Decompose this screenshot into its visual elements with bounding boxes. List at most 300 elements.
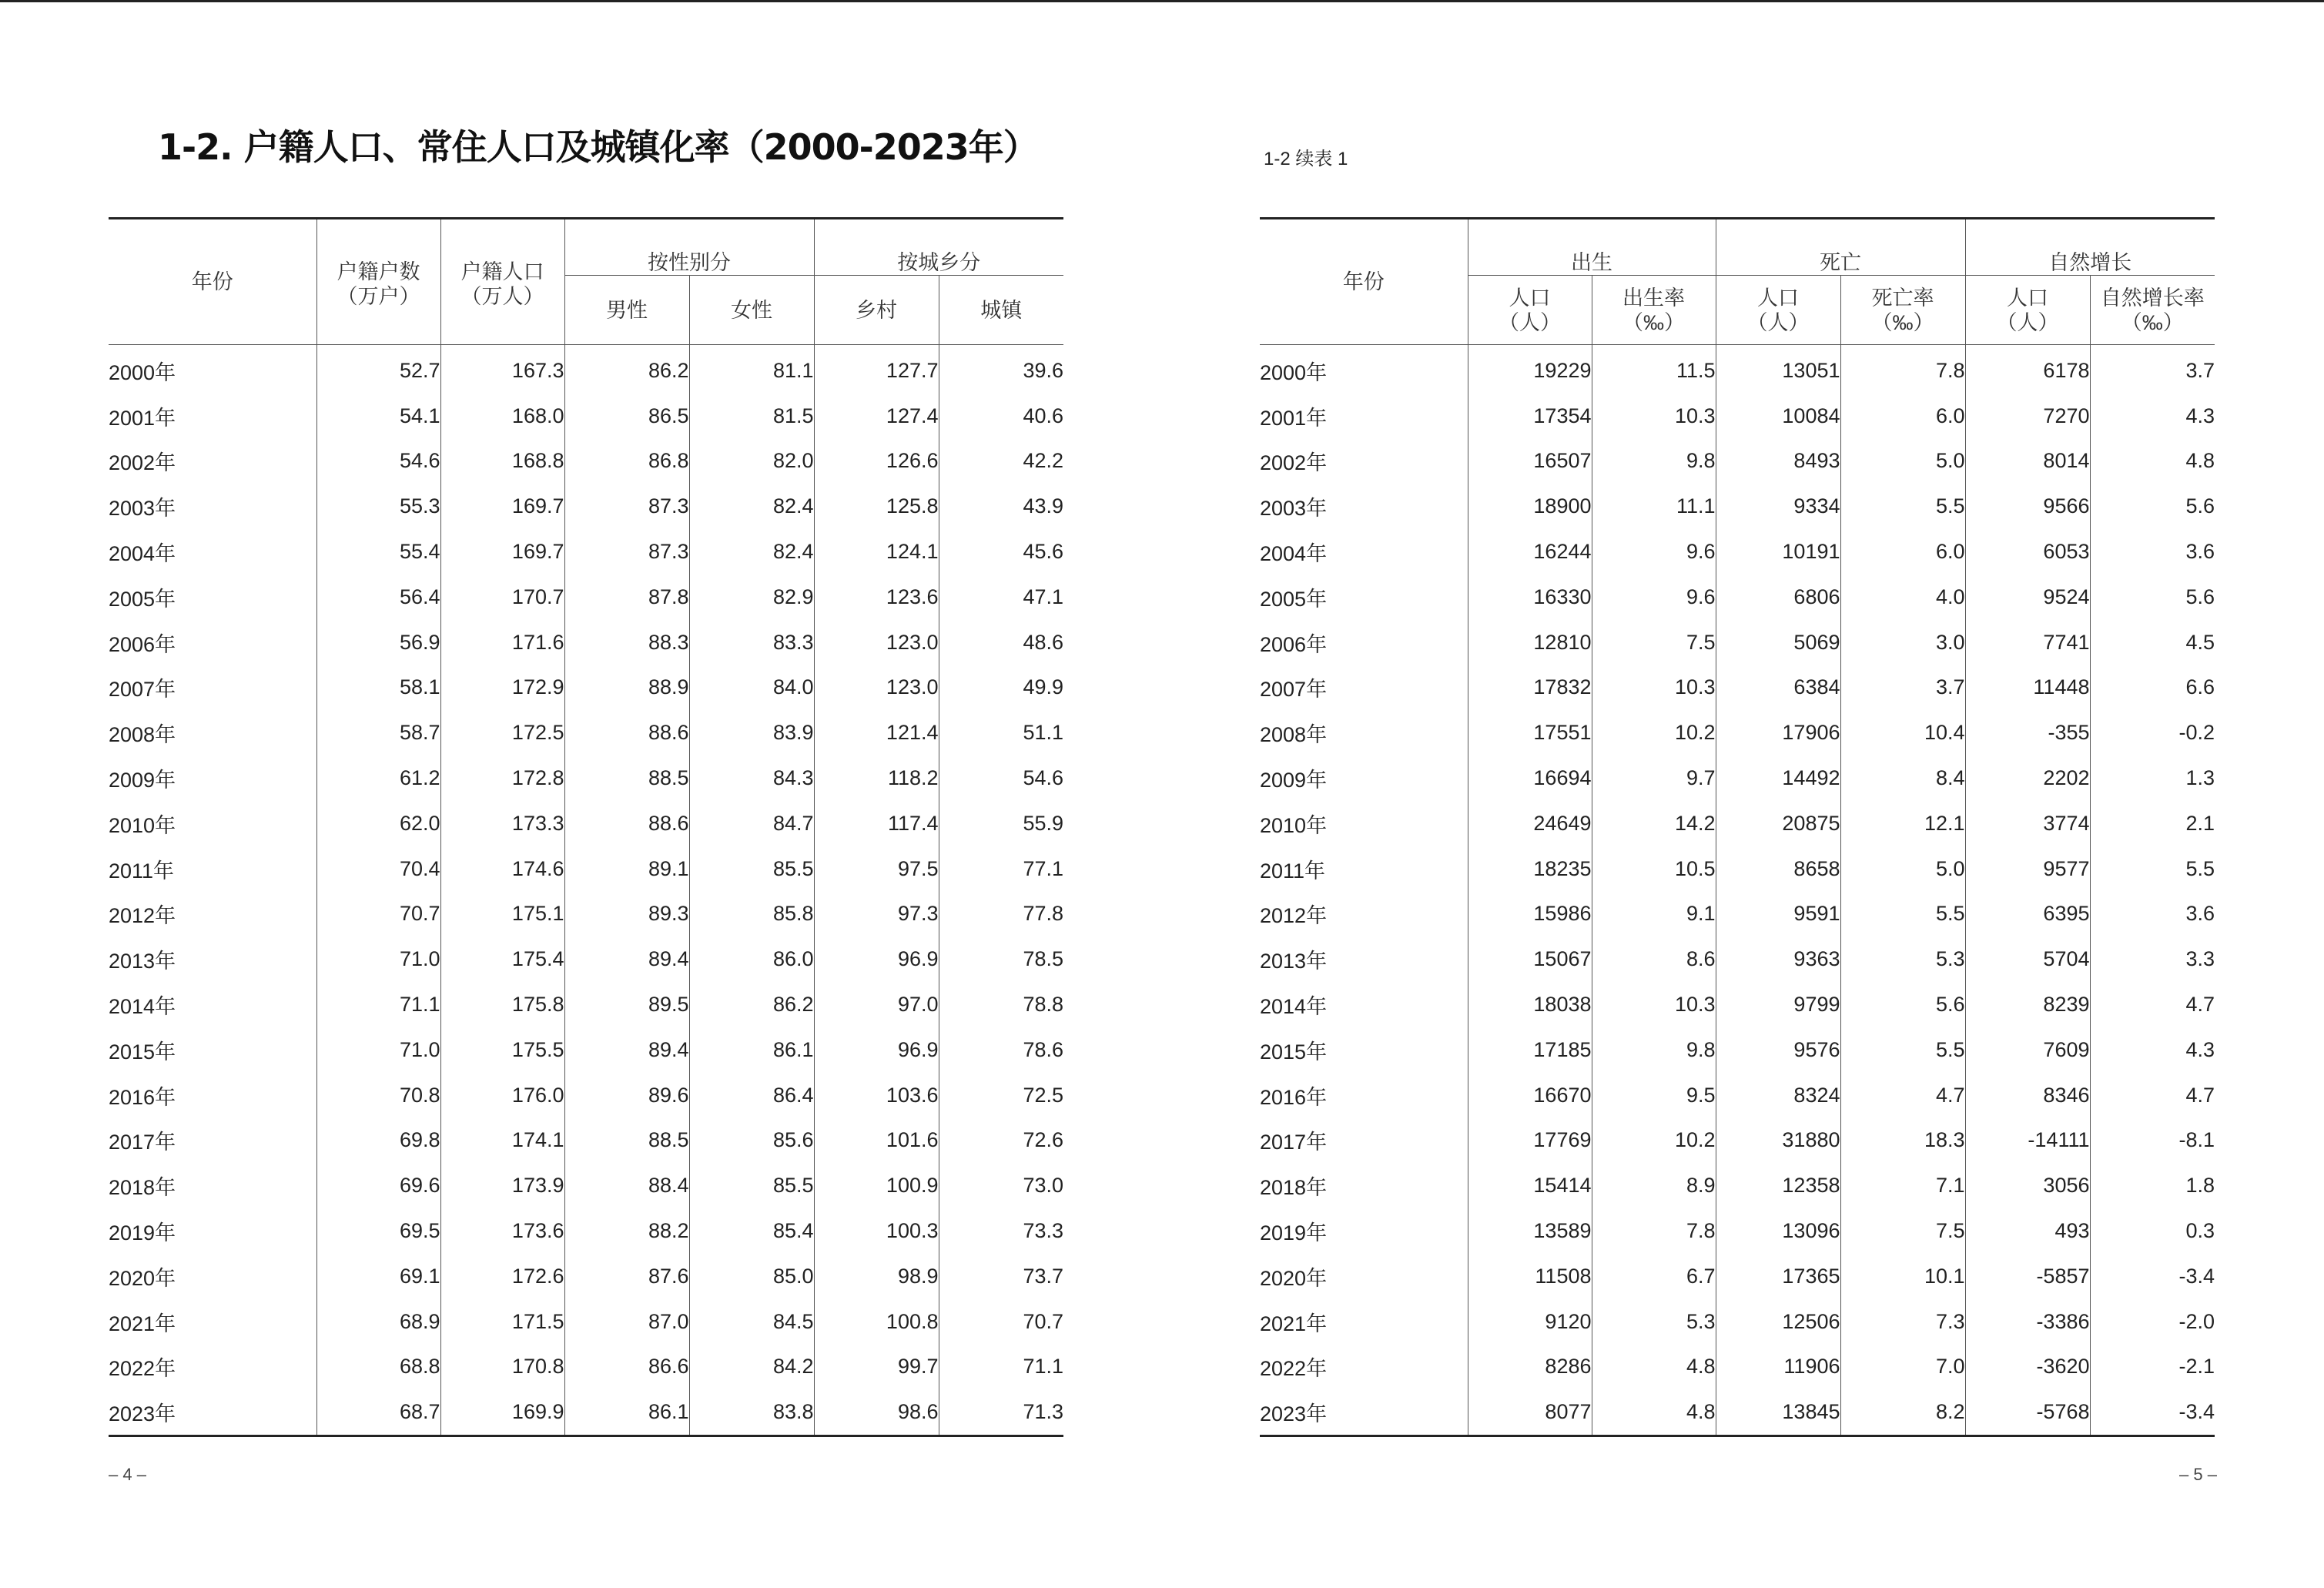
row-year: 2000年 [1260, 360, 1328, 384]
table-cell: 96.9 [814, 1027, 939, 1073]
table-cell: 100.9 [814, 1163, 939, 1208]
row-year: 2010年 [109, 813, 176, 837]
table-row [109, 439, 1063, 484]
table-cell: 97.5 [814, 846, 939, 892]
header-natural-growth: 自然增长 [1965, 219, 2215, 276]
table-cell: 4.7 [2090, 1073, 2215, 1118]
table-row [109, 936, 1063, 982]
table-cell: 5.5 [1840, 484, 1965, 529]
table-cell: 86.4 [689, 1073, 814, 1118]
table-cell: 9591 [1716, 892, 1840, 937]
table-cell: 72.6 [939, 1118, 1063, 1164]
table-cell: 5.6 [1840, 982, 1965, 1027]
table-cell: -3.4 [2090, 1389, 2215, 1436]
row-year: 2007年 [1260, 678, 1328, 702]
table-cell: 18.3 [1840, 1118, 1965, 1164]
table-row [1260, 1345, 2215, 1390]
table-cell: 2.1 [2090, 801, 2215, 846]
table-cell: 73.0 [939, 1163, 1063, 1208]
table-cell: 77.8 [939, 892, 1063, 937]
table-cell: 174.6 [440, 846, 564, 892]
table-cell: 86.1 [689, 1027, 814, 1073]
header-growth-rate: 自然增长率 （‰） [2090, 276, 2215, 345]
table-row [1260, 1389, 2215, 1436]
header-urban: 城镇 [939, 276, 1063, 345]
table-row [1260, 936, 2215, 982]
header-population: 户籍人口 （万人） [440, 219, 564, 345]
table-cell: 56.4 [316, 575, 440, 620]
row-year: 2006年 [109, 632, 176, 656]
row-year: 2007年 [109, 678, 176, 702]
table-row [1260, 1027, 2215, 1073]
table-cell: 16244 [1468, 529, 1592, 575]
table-row [1260, 846, 2215, 892]
header-male: 男性 [564, 276, 689, 345]
row-year: 2011年 [109, 859, 175, 883]
table-cell: 173.9 [440, 1163, 564, 1208]
table-cell: 7.5 [1592, 620, 1716, 665]
table-cell: 18900 [1468, 484, 1592, 529]
table-cell: 72.5 [939, 1073, 1063, 1118]
table-cell: 9.1 [1592, 892, 1716, 937]
row-year: 2022年 [1260, 1357, 1328, 1381]
page-number-right: – 5 – [2179, 1465, 2217, 1484]
table-row [109, 484, 1063, 529]
row-year: 2011年 [1260, 859, 1326, 883]
table-cell: 3.3 [2090, 936, 2215, 982]
table-cell: 87.6 [564, 1254, 689, 1299]
table-row [109, 1118, 1063, 1164]
table-cell: 11.5 [1592, 345, 1716, 394]
table-cell: 5.5 [1840, 892, 1965, 937]
row-year: 2005年 [1260, 587, 1328, 611]
row-year: 2019年 [109, 1221, 176, 1245]
table-cell: 0.3 [2090, 1208, 2215, 1254]
table-cell: 9.7 [1592, 755, 1716, 801]
table-cell: 3774 [1965, 801, 2090, 846]
table-cell: 6395 [1965, 892, 2090, 937]
table-cell: 8077 [1468, 1389, 1592, 1436]
table-cell: 5.0 [1840, 846, 1965, 892]
table-cell: 9524 [1965, 575, 2090, 620]
row-year: 2023年 [109, 1402, 176, 1426]
table-cell: 68.7 [316, 1389, 440, 1436]
table-cell: 88.6 [564, 801, 689, 846]
table-cell: 15414 [1468, 1163, 1592, 1208]
header-by-sex: 按性别分 [564, 219, 814, 276]
table-cell: 7.0 [1840, 1345, 1965, 1390]
table-cell: 68.9 [316, 1299, 440, 1345]
table-row [1260, 575, 2215, 620]
table-cell: 12358 [1716, 1163, 1840, 1208]
table-cell: 127.4 [814, 394, 939, 439]
table-cell: 82.4 [689, 484, 814, 529]
table-cell: 81.5 [689, 394, 814, 439]
row-year: 2023年 [1260, 1402, 1328, 1426]
table-cell: 11.1 [1592, 484, 1716, 529]
table-cell: 82.4 [689, 529, 814, 575]
table-cell: 103.6 [814, 1073, 939, 1118]
table-cell: 10.1 [1840, 1254, 1965, 1299]
table-row [109, 575, 1063, 620]
table-cell: 7.1 [1840, 1163, 1965, 1208]
table-cell: 58.1 [316, 665, 440, 711]
table-row [1260, 665, 2215, 711]
table-cell: 16507 [1468, 439, 1592, 484]
header-year: 年份 [109, 219, 316, 345]
table-cell: 17354 [1468, 394, 1592, 439]
row-year: 2021年 [1260, 1312, 1328, 1335]
table-cell: 88.2 [564, 1208, 689, 1254]
table-cell: 175.4 [440, 936, 564, 982]
table-cell: 9.6 [1592, 529, 1716, 575]
table-cell: 101.6 [814, 1118, 939, 1164]
table-cell: -355 [1965, 710, 2090, 755]
table-cell: 51.1 [939, 710, 1063, 755]
table-row [1260, 801, 2215, 846]
continuation-title: 1-2 续表 1 [1264, 149, 1348, 169]
table-row [1260, 710, 2215, 755]
table-cell: 16694 [1468, 755, 1592, 801]
table-cell: 82.9 [689, 575, 814, 620]
row-year: 2016年 [1260, 1085, 1328, 1109]
table-cell: 13845 [1716, 1389, 1840, 1436]
table-cell: 4.8 [1592, 1345, 1716, 1390]
table-cell: -8.1 [2090, 1118, 2215, 1164]
table-cell: 7270 [1965, 394, 2090, 439]
table-cell: 8014 [1965, 439, 2090, 484]
table-row [109, 982, 1063, 1027]
table-cell: 24649 [1468, 801, 1592, 846]
row-year: 2020年 [1260, 1266, 1328, 1290]
table-cell: 97.0 [814, 982, 939, 1027]
table-cell: 20875 [1716, 801, 1840, 846]
table-cell: -14111 [1965, 1118, 2090, 1164]
table-cell: 170.7 [440, 575, 564, 620]
table-cell: 17906 [1716, 710, 1840, 755]
header-death-rate: 死亡率 （‰） [1840, 276, 1965, 345]
table-cell: 3.6 [2090, 529, 2215, 575]
table-cell: 9799 [1716, 982, 1840, 1027]
row-year: 2009年 [109, 769, 176, 792]
table-cell: 17832 [1468, 665, 1592, 711]
table-row [1260, 1118, 2215, 1164]
table-cell: 169.7 [440, 484, 564, 529]
table-cell: 18235 [1468, 846, 1592, 892]
table-cell: -5768 [1965, 1389, 2090, 1436]
table-row [1260, 439, 2215, 484]
table-cell: 87.0 [564, 1299, 689, 1345]
table-cell: -5857 [1965, 1254, 2090, 1299]
table-row [1260, 755, 2215, 801]
row-year: 2014年 [1260, 995, 1328, 1019]
table-cell: -2.1 [2090, 1345, 2215, 1390]
table-cell: 172.8 [440, 755, 564, 801]
table-cell: 68.8 [316, 1345, 440, 1390]
row-year: 2010年 [1260, 813, 1328, 837]
header-birth-count: 人口 （人） [1468, 276, 1592, 345]
table-cell: 169.9 [440, 1389, 564, 1436]
table-cell: 89.4 [564, 936, 689, 982]
row-year: 2002年 [1260, 451, 1328, 475]
row-year: 2017年 [1260, 1131, 1328, 1154]
table-cell: 84.3 [689, 755, 814, 801]
header-death-count: 人口 （人） [1716, 276, 1840, 345]
row-year: 2002年 [109, 451, 176, 475]
table-cell: 175.5 [440, 1027, 564, 1073]
row-year: 2009年 [1260, 769, 1328, 792]
table-cell: 171.5 [440, 1299, 564, 1345]
table-cell: 172.6 [440, 1254, 564, 1299]
table-cell: 9120 [1468, 1299, 1592, 1345]
table-cell: 31880 [1716, 1118, 1840, 1164]
table-row [109, 345, 1063, 394]
table-row [1260, 1299, 2215, 1345]
table-row [109, 846, 1063, 892]
table-row [109, 1389, 1063, 1436]
table-cell: 54.6 [939, 755, 1063, 801]
table-cell: 85.0 [689, 1254, 814, 1299]
row-year: 2000年 [109, 360, 176, 384]
table-cell: 118.2 [814, 755, 939, 801]
table-cell: -2.0 [2090, 1299, 2215, 1345]
table-cell: 6178 [1965, 345, 2090, 394]
table-cell: 123.6 [814, 575, 939, 620]
table-cell: 173.6 [440, 1208, 564, 1254]
table-cell: 13051 [1716, 345, 1840, 394]
table-cell: 6.6 [2090, 665, 2215, 711]
header-female: 女性 [689, 276, 814, 345]
table-cell: 10.4 [1840, 710, 1965, 755]
table-cell: 73.3 [939, 1208, 1063, 1254]
table-cell: 86.2 [689, 982, 814, 1027]
table-cell: 85.6 [689, 1118, 814, 1164]
table-cell: 86.0 [689, 936, 814, 982]
row-year: 2003年 [1260, 497, 1328, 521]
table-row [109, 529, 1063, 575]
table-cell: 85.5 [689, 1163, 814, 1208]
table-cell: 10.3 [1592, 982, 1716, 1027]
table-cell: -3.4 [2090, 1254, 2215, 1299]
table-cell: 5069 [1716, 620, 1840, 665]
table-cell: 45.6 [939, 529, 1063, 575]
table-cell: 17551 [1468, 710, 1592, 755]
table-cell: 9363 [1716, 936, 1840, 982]
table-cell: 170.8 [440, 1345, 564, 1390]
row-year: 2019年 [1260, 1221, 1328, 1245]
table-cell: 13096 [1716, 1208, 1840, 1254]
table-cell: 62.0 [316, 801, 440, 846]
household-population-table [109, 217, 1063, 1437]
table-cell: 10084 [1716, 394, 1840, 439]
table-cell: 86.6 [564, 1345, 689, 1390]
table-cell: 14.2 [1592, 801, 1716, 846]
table-cell: 85.4 [689, 1208, 814, 1254]
row-year: 2012年 [109, 904, 176, 928]
table-cell: 7.3 [1840, 1299, 1965, 1345]
table-cell: 15986 [1468, 892, 1592, 937]
header-deaths: 死亡 [1716, 219, 1965, 276]
table-cell: 8658 [1716, 846, 1840, 892]
table-cell: 3.7 [2090, 345, 2215, 394]
table-cell: 40.6 [939, 394, 1063, 439]
table-cell: 10.5 [1592, 846, 1716, 892]
table-cell: 3.0 [1840, 620, 1965, 665]
table-cell: 9576 [1716, 1027, 1840, 1073]
table-cell: 8239 [1965, 982, 2090, 1027]
header-year: 年份 [1260, 219, 1468, 345]
table-row [109, 620, 1063, 665]
table-cell: 8493 [1716, 439, 1840, 484]
table-cell: 86.2 [564, 345, 689, 394]
table-cell: 176.0 [440, 1073, 564, 1118]
table-cell: 4.7 [1840, 1073, 1965, 1118]
header-births: 出生 [1468, 219, 1716, 276]
table-cell: 8286 [1468, 1345, 1592, 1390]
page-title: 1-2. 户籍人口、常住人口及城镇化率（2000-2023年） [158, 126, 1038, 168]
table-cell: 85.5 [689, 846, 814, 892]
header-birth-rate: 出生率 （‰） [1592, 276, 1716, 345]
table-cell: 87.3 [564, 484, 689, 529]
table-cell: 54.6 [316, 439, 440, 484]
table-cell: 117.4 [814, 801, 939, 846]
page-number-left: – 4 – [109, 1465, 146, 1484]
table-cell: 81.1 [689, 345, 814, 394]
table-row [109, 710, 1063, 755]
table-row [109, 1299, 1063, 1345]
row-year: 2014年 [109, 995, 176, 1019]
table-cell: 3.6 [2090, 892, 2215, 937]
table-row [109, 1254, 1063, 1299]
table-cell: 18038 [1468, 982, 1592, 1027]
table-row [109, 1163, 1063, 1208]
table-cell: 98.6 [814, 1389, 939, 1436]
table-cell: 87.8 [564, 575, 689, 620]
table-cell: 71.3 [939, 1389, 1063, 1436]
row-year: 2018年 [109, 1176, 176, 1200]
table-cell: 3056 [1965, 1163, 2090, 1208]
table-cell: 54.1 [316, 394, 440, 439]
table-cell: 82.0 [689, 439, 814, 484]
table-cell: 175.1 [440, 892, 564, 937]
table-cell: 4.7 [2090, 982, 2215, 1027]
table-row [1260, 484, 2215, 529]
table-cell: 89.4 [564, 1027, 689, 1073]
table-cell: 4.3 [2090, 394, 2215, 439]
table-cell: 10.3 [1592, 394, 1716, 439]
table-cell: 70.8 [316, 1073, 440, 1118]
table-row [1260, 345, 2215, 394]
table-cell: 7.5 [1840, 1208, 1965, 1254]
table-row [109, 1027, 1063, 1073]
table-cell: 5.3 [1592, 1299, 1716, 1345]
row-year: 2008年 [109, 723, 176, 747]
row-year: 2015年 [1260, 1040, 1328, 1064]
table-cell: 1.8 [2090, 1163, 2215, 1208]
row-year: 2022年 [109, 1357, 176, 1381]
table-cell: 5.6 [2090, 484, 2215, 529]
table-cell: 2202 [1965, 755, 2090, 801]
table-row [109, 801, 1063, 846]
table-cell: 10.2 [1592, 710, 1716, 755]
table-row [1260, 1073, 2215, 1118]
table-cell: 4.3 [2090, 1027, 2215, 1073]
table-cell: 6384 [1716, 665, 1840, 711]
table-row [1260, 892, 2215, 937]
table-cell: 15067 [1468, 936, 1592, 982]
table-cell: 48.6 [939, 620, 1063, 665]
table-cell: 6806 [1716, 575, 1840, 620]
table-cell: 172.9 [440, 665, 564, 711]
header-rural: 乡村 [814, 276, 939, 345]
table-row [109, 755, 1063, 801]
table-row [1260, 982, 2215, 1027]
row-year: 2001年 [109, 406, 176, 430]
table-cell: 89.1 [564, 846, 689, 892]
table-cell: 19229 [1468, 345, 1592, 394]
row-year: 2015年 [109, 1040, 176, 1064]
table-cell: 84.0 [689, 665, 814, 711]
table-cell: 52.7 [316, 345, 440, 394]
table-cell: 11906 [1716, 1345, 1840, 1390]
row-year: 2005年 [109, 587, 176, 611]
table-cell: 9577 [1965, 846, 2090, 892]
table-cell: 6053 [1965, 529, 2090, 575]
header-growth-count: 人口 （人） [1965, 276, 2090, 345]
table-cell: 96.9 [814, 936, 939, 982]
table-cell: 69.6 [316, 1163, 440, 1208]
table-cell: 127.7 [814, 345, 939, 394]
table-cell: 123.0 [814, 665, 939, 711]
row-year: 2016年 [109, 1085, 176, 1109]
table-cell: 126.6 [814, 439, 939, 484]
table-row [109, 892, 1063, 937]
table-cell: 71.0 [316, 936, 440, 982]
table-cell: 86.8 [564, 439, 689, 484]
row-year: 2012年 [1260, 904, 1328, 928]
table-cell: 55.9 [939, 801, 1063, 846]
table-cell: 89.5 [564, 982, 689, 1027]
table-row [109, 1208, 1063, 1254]
table-cell: 58.7 [316, 710, 440, 755]
table-cell: 84.5 [689, 1299, 814, 1345]
table-cell: 9.8 [1592, 439, 1716, 484]
table-cell: 10.3 [1592, 665, 1716, 711]
table-cell: 493 [1965, 1208, 2090, 1254]
row-year: 2013年 [109, 950, 176, 973]
table-cell: 70.4 [316, 846, 440, 892]
table-cell: 7.8 [1592, 1208, 1716, 1254]
table-cell: 5.0 [1840, 439, 1965, 484]
table-cell: 70.7 [316, 892, 440, 937]
table-cell: 6.0 [1840, 394, 1965, 439]
table-cell: 16670 [1468, 1073, 1592, 1118]
table-row [109, 1345, 1063, 1390]
table-row [1260, 1163, 2215, 1208]
table-cell: 88.5 [564, 755, 689, 801]
row-year: 2006年 [1260, 632, 1328, 656]
table-cell: 88.9 [564, 665, 689, 711]
table-cell: 85.8 [689, 892, 814, 937]
table-cell: 9.5 [1592, 1073, 1716, 1118]
table-row [1260, 1254, 2215, 1299]
page-top-rule [0, 0, 2324, 2]
table-cell: 124.1 [814, 529, 939, 575]
table-cell: 100.8 [814, 1299, 939, 1345]
table-cell: 171.6 [440, 620, 564, 665]
table-cell: 5704 [1965, 936, 2090, 982]
table-cell: 97.3 [814, 892, 939, 937]
